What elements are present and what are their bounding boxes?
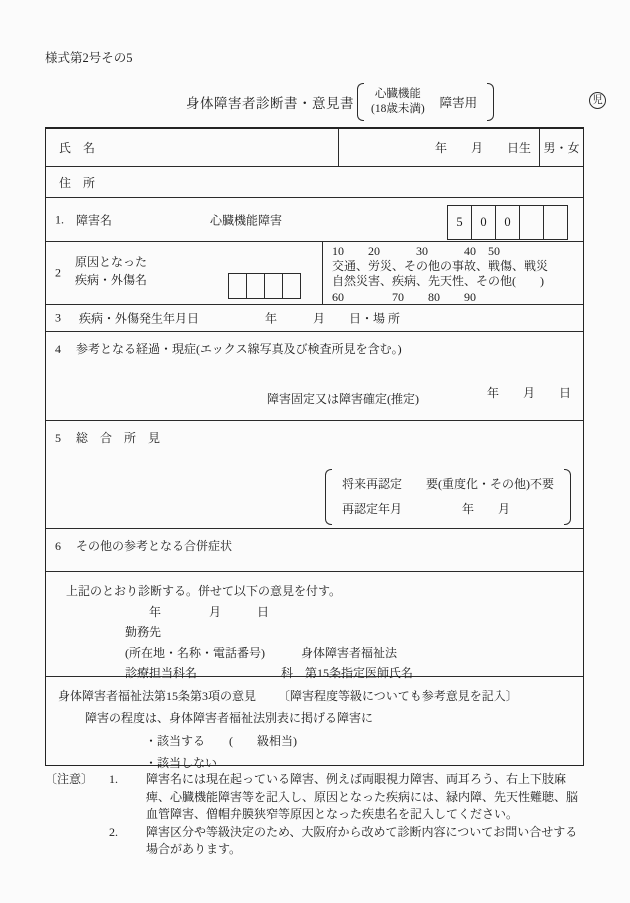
section4-row xyxy=(46,332,583,421)
right-bracket xyxy=(564,469,571,525)
sex-label: 男・女 xyxy=(543,141,580,155)
cause-option-codes-top: 10 20 30 40 50 xyxy=(332,244,501,258)
form-title: 身体障害者診断書・意見書 xyxy=(186,96,354,111)
section3-row xyxy=(46,305,583,332)
bracket-line-2: (18歳未満) xyxy=(371,103,425,115)
cause-options-cell xyxy=(323,242,583,304)
form-code: 様式第2号その5 xyxy=(45,51,133,65)
section5-heading xyxy=(55,429,160,446)
section4-heading xyxy=(55,340,402,357)
cause-box-2 xyxy=(246,273,265,299)
section1-row xyxy=(46,198,583,242)
form-title-block xyxy=(186,82,494,122)
bracket-line-1: 心臓機能 xyxy=(374,88,421,100)
address-label: 住 所 xyxy=(59,175,96,190)
diagnosis-statement: 上記のとおり診断する。併せて以下の意見を付す。 xyxy=(66,584,342,598)
fixation-label: 障害固定又は障害確定(推定) xyxy=(267,392,419,406)
note-number: 1. xyxy=(109,772,118,786)
section5-label: 総 合 所 見 xyxy=(76,431,161,445)
note-text: 障害名には現在起っている障害、例えば両眼視力障害、両耳ろう、右上下肢麻痺、心臓機能障害等を記入し、原因となった疾病には、緑内障、先天性難聴、脳血管障害、僧帽弁膜狭窄等原因となった疾患名を記入してください。 xyxy=(146,772,579,822)
name-cell xyxy=(46,129,339,166)
code-box-3: 0 xyxy=(495,205,520,240)
cause-label xyxy=(75,253,147,289)
cause-code-boxes xyxy=(228,273,301,299)
name-label: 氏 名 xyxy=(59,141,96,155)
cause-label-cell xyxy=(46,242,323,304)
right-bracket xyxy=(487,83,494,121)
cause-box-1 xyxy=(228,273,247,299)
section6-label: その他の参考となる合併症状 xyxy=(76,539,233,553)
section1-label: 障害名 xyxy=(76,213,113,227)
title-bracket-type xyxy=(364,83,427,121)
opinion-heading-main: 身体障害者福祉法第15条第3項の意見 xyxy=(58,689,257,703)
recertification-text xyxy=(332,469,564,525)
note-text: 障害区分や等級決定のため、大阪府から改めて診断内容についてお問い合せする場合があります。 xyxy=(146,824,578,857)
note-item-1 xyxy=(109,771,586,824)
cause-option-codes-bottom: 60 70 80 90 xyxy=(332,289,477,304)
opinion-applicable-option: ・該当する ( 級相当) xyxy=(145,733,297,748)
birthdate-cell xyxy=(339,129,540,166)
note-item-2 xyxy=(109,824,586,859)
opinion-not-applicable-option: ・該当しない xyxy=(145,755,218,770)
recertification-line2: 再認定年月 年 月 xyxy=(342,502,511,516)
opinion-heading-note: 〔障害程度等級についても参考意見を記入〕 xyxy=(278,689,518,703)
title-bracket-group xyxy=(357,83,494,121)
workplace-label: 勤務先 xyxy=(125,625,162,640)
workplace-detail-label: (所在地・名称・電話番号) 身体障害者福祉法 xyxy=(125,645,397,660)
section6-heading xyxy=(55,537,232,554)
cause-option-line2: 自然災害、疾病、先天性、その他( ) xyxy=(332,274,544,289)
left-bracket xyxy=(325,469,332,525)
cause-label-line2: 疾病・外傷名 xyxy=(75,273,148,287)
onset-date-placeholders: 年 月 日・場 所 xyxy=(265,311,401,326)
birthdate-label: 年 月 日生 xyxy=(434,141,531,155)
disability-name-value: 心臓機能障害 xyxy=(210,213,283,227)
section5-row xyxy=(46,421,583,529)
section4-label: 参考となる経過・現症(エックス線写真及び検査所見を含む。) xyxy=(76,342,402,356)
sex-cell xyxy=(540,129,583,166)
code-box-4 xyxy=(519,205,544,240)
recertification-line1: 将来再認定 要(重度化・その他)不要 xyxy=(342,477,554,491)
fixation-date-placeholders: 年 月 日 xyxy=(486,386,571,400)
section4-number: 4 xyxy=(55,342,61,356)
section2-row xyxy=(46,242,583,305)
code-box-5 xyxy=(543,205,568,240)
note-number: 2. xyxy=(109,824,118,839)
bracket-suffix: 障害用 xyxy=(439,96,478,110)
circled-child-mark: 児 xyxy=(589,92,606,109)
opinion-heading xyxy=(46,685,583,707)
diagnosis-date-placeholders: 年 月 日 xyxy=(149,604,270,619)
notes-heading: 〔注意〕 xyxy=(45,772,94,786)
left-bracket xyxy=(357,83,364,121)
section6-number: 6 xyxy=(55,539,61,553)
name-row xyxy=(46,129,583,167)
code-box-1: 5 xyxy=(447,205,472,240)
section3-label: 疾病・外傷発生年月日 xyxy=(79,311,200,326)
diagnosis-statement-row xyxy=(46,572,583,681)
cause-box-3 xyxy=(264,273,283,299)
section6-row xyxy=(46,529,583,572)
main-form-table xyxy=(45,127,584,770)
department-and-doctor-label: 診療担当科名 科 第15条指定医師氏名 xyxy=(125,666,414,681)
code-box-2: 0 xyxy=(471,205,496,240)
disability-code-boxes xyxy=(447,205,568,240)
recertification-bracket-group xyxy=(325,469,571,525)
notes-section xyxy=(45,771,586,859)
notes-body xyxy=(109,771,586,859)
article15-opinion-row xyxy=(46,677,583,770)
opinion-degree-statement: 障害の程度は、身体障害者福祉法別表に掲げる障害に xyxy=(85,711,374,726)
section1-number: 1. xyxy=(55,212,64,226)
section3-number: 3 xyxy=(55,310,61,325)
section5-number: 5 xyxy=(55,431,61,445)
section2-number: 2 xyxy=(55,265,61,280)
cause-label-line1: 原因となった xyxy=(75,255,148,269)
address-row xyxy=(46,167,583,198)
cause-option-line1: 交通、労災、その他の事故、戦傷、戦災 xyxy=(332,259,549,274)
cause-box-4 xyxy=(282,273,301,299)
